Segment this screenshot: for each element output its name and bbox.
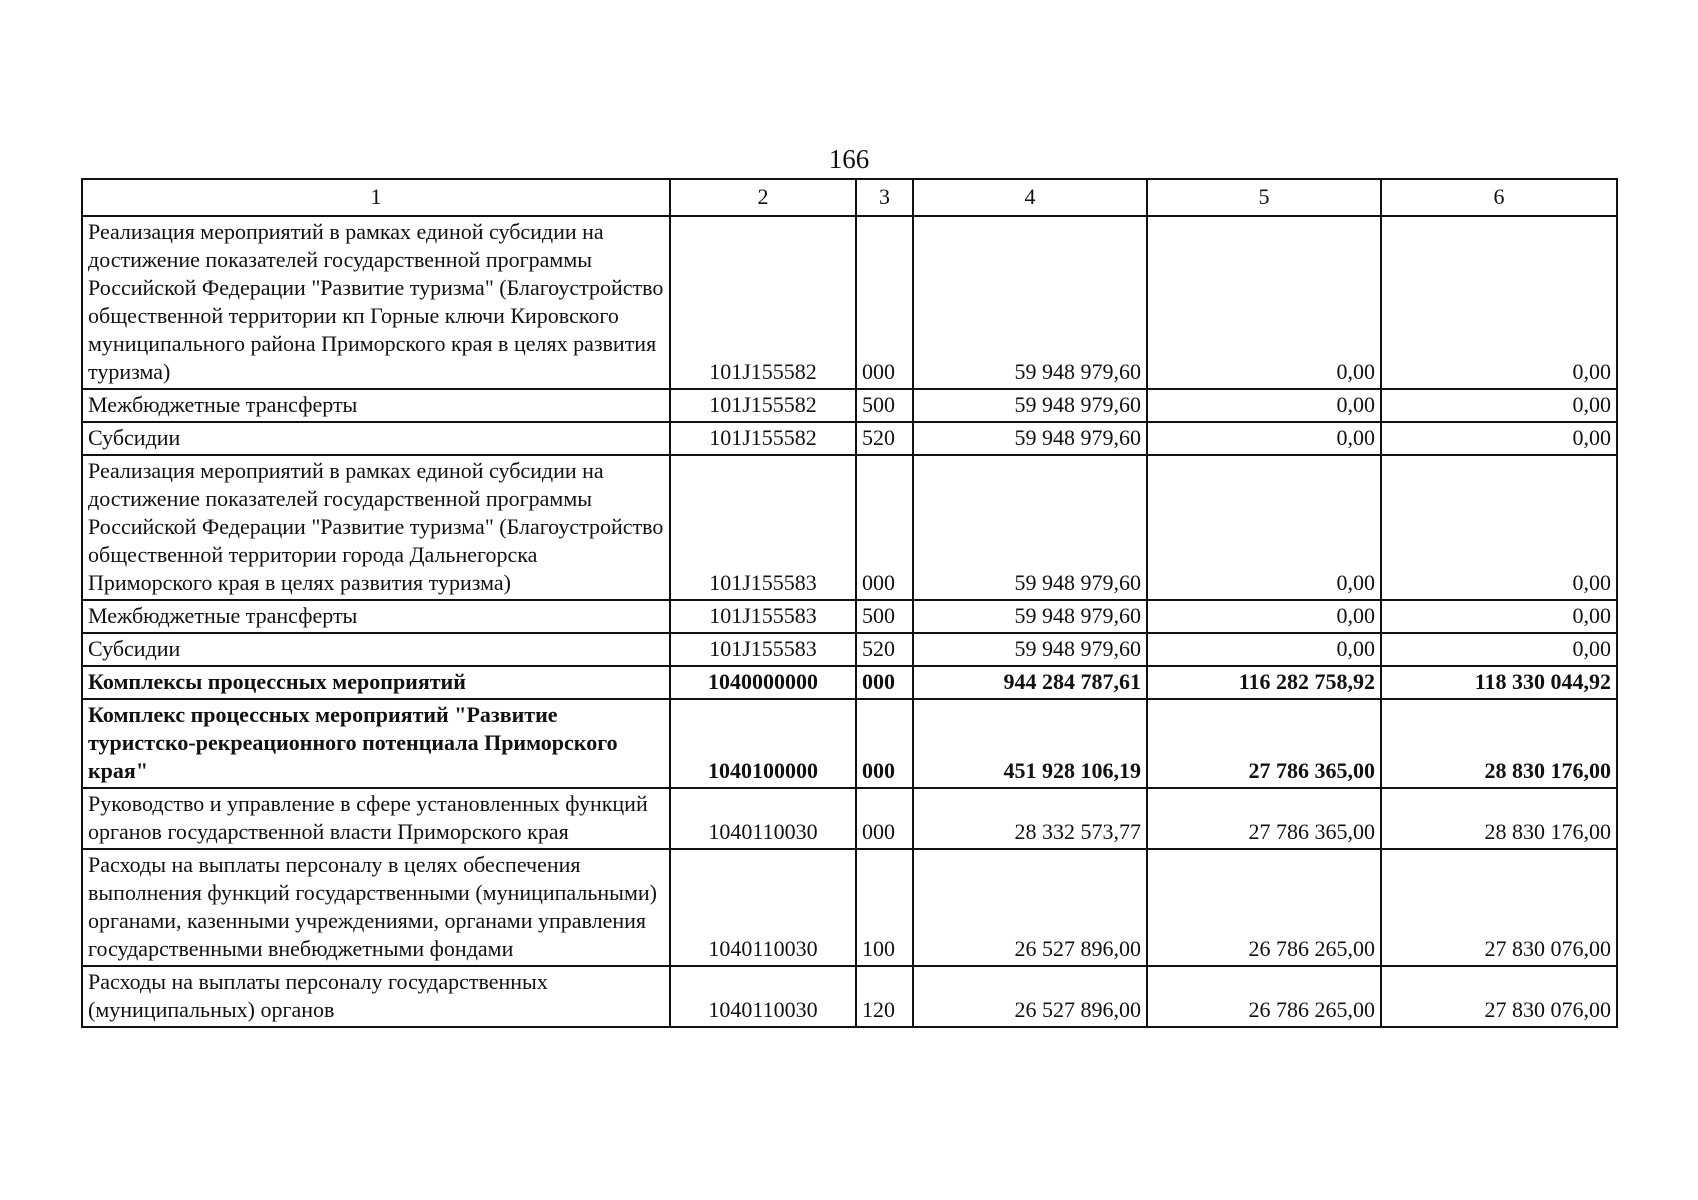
table-row (82, 633, 1617, 666)
row-amount-col5: 0,00 (1147, 389, 1381, 422)
table-row (82, 966, 1617, 1027)
row-amount-col4: 26 527 896,00 (913, 966, 1147, 1027)
row-amount-col5: 0,00 (1147, 455, 1381, 600)
row-amount-col5: 26 786 265,00 (1147, 966, 1381, 1027)
row-code-cell: 101J155582 (670, 216, 856, 389)
row-amount-col4: 59 948 979,60 (913, 633, 1147, 666)
row-amount-col5: 0,00 (1147, 422, 1381, 455)
row-name-cell: Субсидии (82, 422, 670, 455)
row-amount-col5: 116 282 758,92 (1147, 666, 1381, 699)
row-name-cell: Межбюджетные трансферты (82, 389, 670, 422)
budget-table (81, 178, 1618, 1028)
row-amount-col4: 944 284 787,61 (913, 666, 1147, 699)
row-amount-col4: 59 948 979,60 (913, 389, 1147, 422)
row-amount-col4: 59 948 979,60 (913, 455, 1147, 600)
table-row (82, 699, 1617, 788)
table-row (82, 455, 1617, 600)
row-code-cell: 1040100000 (670, 699, 856, 788)
row-amount-col4: 59 948 979,60 (913, 600, 1147, 633)
row-amount-col4: 28 332 573,77 (913, 788, 1147, 849)
column-header: 2 (670, 179, 856, 216)
row-amount-col5: 27 786 365,00 (1147, 788, 1381, 849)
row-amount-col4: 451 928 106,19 (913, 699, 1147, 788)
row-name-cell: Комплексы процессных мероприятий (82, 666, 670, 699)
row-type-cell: 000 (856, 788, 913, 849)
table-header-row (82, 179, 1617, 216)
row-amount-col6: 0,00 (1381, 455, 1617, 600)
column-header: 4 (913, 179, 1147, 216)
row-amount-col6: 0,00 (1381, 600, 1617, 633)
row-type-cell: 120 (856, 966, 913, 1027)
row-type-cell: 520 (856, 422, 913, 455)
row-amount-col4: 59 948 979,60 (913, 216, 1147, 389)
table-row (82, 788, 1617, 849)
row-amount-col6: 27 830 076,00 (1381, 849, 1617, 966)
table-row (82, 666, 1617, 699)
row-code-cell: 101J155582 (670, 389, 856, 422)
row-amount-col5: 0,00 (1147, 216, 1381, 389)
row-name-cell: Субсидии (82, 633, 670, 666)
row-amount-col6: 0,00 (1381, 633, 1617, 666)
row-name-cell: Комплекс процессных мероприятий "Развитие туристско-рекреационного потенциала Приморского края" (82, 699, 670, 788)
column-header: 1 (82, 179, 670, 216)
row-name-cell: Руководство и управление в сфере установленных функций органов государственной власти Приморского края (82, 788, 670, 849)
row-amount-col4: 26 527 896,00 (913, 849, 1147, 966)
column-header: 6 (1381, 179, 1617, 216)
row-amount-col6: 28 830 176,00 (1381, 788, 1617, 849)
row-amount-col6: 0,00 (1381, 389, 1617, 422)
row-code-cell: 1040110030 (670, 966, 856, 1027)
row-amount-col5: 0,00 (1147, 600, 1381, 633)
row-code-cell: 101J155583 (670, 600, 856, 633)
row-code-cell: 101J155583 (670, 633, 856, 666)
row-type-cell: 000 (856, 216, 913, 389)
table-row (82, 389, 1617, 422)
row-name-cell: Расходы на выплаты персоналу государственных (муниципальных) органов (82, 966, 670, 1027)
row-amount-col5: 0,00 (1147, 633, 1381, 666)
row-code-cell: 1040110030 (670, 849, 856, 966)
row-name-cell: Расходы на выплаты персоналу в целях обеспечения выполнения функций государственными (муниципальными) органами, казенными учреждениями, органами управления государственными внебюджетными фондами (82, 849, 670, 966)
column-header: 3 (856, 179, 913, 216)
row-code-cell: 1040110030 (670, 788, 856, 849)
row-type-cell: 520 (856, 633, 913, 666)
row-amount-col6: 28 830 176,00 (1381, 699, 1617, 788)
row-name-cell: Реализация мероприятий в рамках единой субсидии на достижение показателей государственной программы Российской Федерации "Развитие туризма" (Благоустройство общественной территории кп Горные ключи Кировского муниципального района Приморского края в целях развития туризма) (82, 216, 670, 389)
row-amount-col5: 26 786 265,00 (1147, 849, 1381, 966)
row-type-cell: 500 (856, 600, 913, 633)
row-code-cell: 101J155583 (670, 455, 856, 600)
row-name-cell: Межбюджетные трансферты (82, 600, 670, 633)
row-amount-col4: 59 948 979,60 (913, 422, 1147, 455)
row-type-cell: 000 (856, 455, 913, 600)
row-amount-col6: 0,00 (1381, 216, 1617, 389)
table-row (82, 600, 1617, 633)
page-number: 166 (828, 144, 870, 174)
row-amount-col6: 118 330 044,92 (1381, 666, 1617, 699)
row-type-cell: 100 (856, 849, 913, 966)
table-row (82, 422, 1617, 455)
row-code-cell: 101J155582 (670, 422, 856, 455)
row-type-cell: 500 (856, 389, 913, 422)
table-body (82, 216, 1617, 1027)
row-type-cell: 000 (856, 666, 913, 699)
row-code-cell: 1040000000 (670, 666, 856, 699)
row-amount-col6: 27 830 076,00 (1381, 966, 1617, 1027)
row-amount-col6: 0,00 (1381, 422, 1617, 455)
row-name-cell: Реализация мероприятий в рамках единой субсидии на достижение показателей государственной программы Российской Федерации "Развитие туризма" (Благоустройство общественной территории города Дальнегорска Приморского края в целях развития туризма) (82, 455, 670, 600)
table-row (82, 216, 1617, 389)
row-type-cell: 000 (856, 699, 913, 788)
table-row (82, 849, 1617, 966)
column-header: 5 (1147, 179, 1381, 216)
row-amount-col5: 27 786 365,00 (1147, 699, 1381, 788)
